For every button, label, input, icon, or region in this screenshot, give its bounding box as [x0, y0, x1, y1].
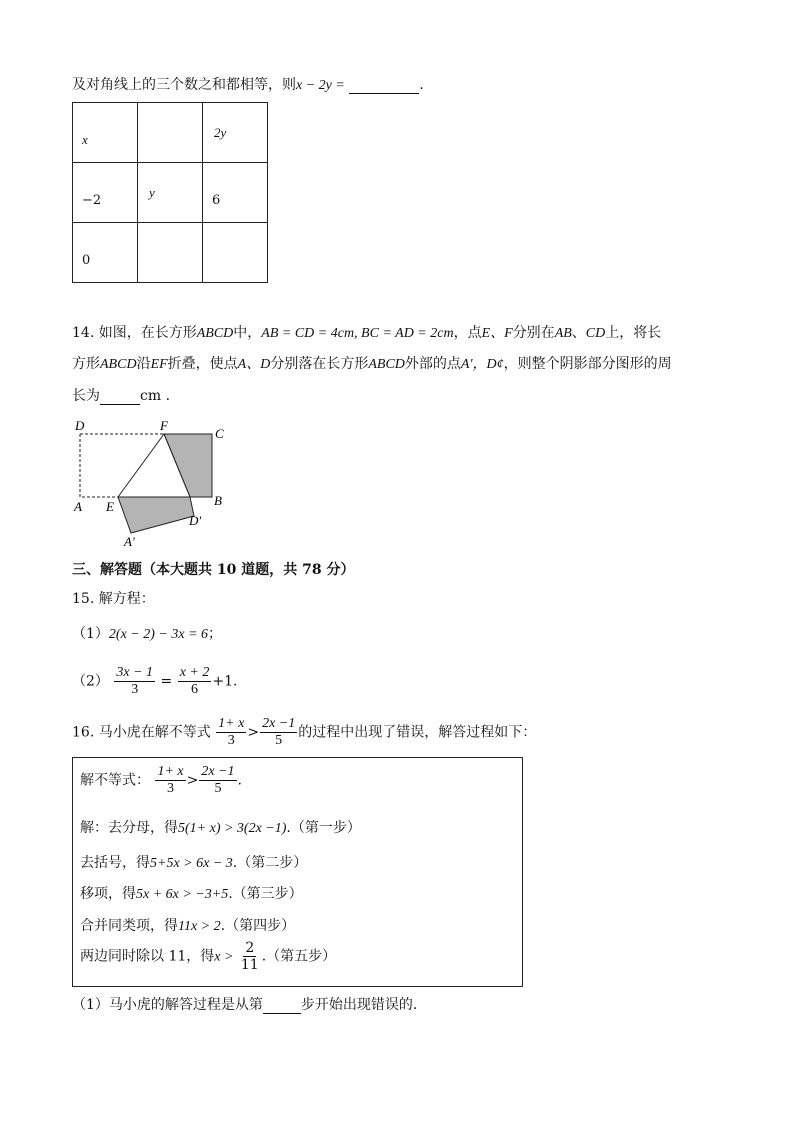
- label-b: B: [214, 493, 222, 508]
- grid-cell: [138, 103, 203, 163]
- section-3-heading: 三、解答题（本大题共 10 道题，共 78 分）: [72, 562, 355, 578]
- grid-cell: [138, 223, 203, 283]
- box-line-3: 去括号，得5+5x > 6x − 3.（第二步）: [80, 855, 308, 871]
- q16-intro: 16. 马小虎在解不等式 $\frac{1+ x}{3}$ > $\frac{2x -1}{5}$ 的过程中出现了错误，解答过程如下：: [72, 716, 537, 749]
- grid-cell: x: [73, 103, 138, 163]
- q14-line-3: 长为 cm .: [72, 388, 171, 404]
- box-line-6: 两边同时除以 11，得x > $\frac{2}{11}$ .（第五步）: [80, 940, 337, 974]
- q13-answer-blank: [349, 77, 419, 94]
- label-e: E: [106, 499, 114, 514]
- fraction: $\frac{1+ x}{3}$: [157, 764, 184, 797]
- q15-part-1: （1）2(x − 2) − 3x = 6；: [72, 626, 223, 642]
- q16-answer-blank: [263, 997, 301, 1014]
- fraction: $\frac{2x -1}{5}$: [201, 764, 235, 797]
- fraction: $\frac{1+ x}{3}$: [218, 716, 245, 749]
- label-a: A: [74, 499, 82, 514]
- q13-prefix: 及对角线上的三个数之和都相等，则: [72, 77, 296, 93]
- q13-question-tail: [72, 74, 424, 94]
- label-a-prime: A′: [124, 534, 135, 549]
- grid-cell: −2: [73, 163, 138, 223]
- fraction: $\frac{3x - 1}{3}$: [116, 665, 154, 698]
- grid-cell: [203, 223, 268, 283]
- label-d: D: [75, 418, 85, 433]
- grid-cell: 2y: [203, 103, 268, 163]
- folded-rectangle-figure: [66, 415, 236, 550]
- box-line-4: 移项，得5x + 6x > −3+5.（第三步）: [80, 886, 303, 902]
- box-line-5: 合并同类项，得11x > 2.（第四步）: [80, 918, 296, 934]
- label-c: C: [215, 426, 224, 441]
- q14-line-2: 方形ABCD沿EF折叠，使点A、D分别落在长方形ABCD外部的点A′，D¢，则整个阴影部分图形的周: [72, 356, 672, 372]
- label-f: F: [160, 418, 168, 433]
- q14-line-1: 14. 如图，在长方形ABCD中，AB = CD = 4cm, BC = AD = 2cm，点E、F分别在AB、CD上，将长: [72, 325, 662, 341]
- fraction: $\frac{x + 2}{6}$: [179, 665, 210, 698]
- q15-title: 15. 解方程：: [72, 591, 155, 607]
- box-line-1: 解不等式： $\frac{1+ x}{3}$ > $\frac{2x -1}{5}$ .: [80, 764, 242, 797]
- q13-suffix: .: [419, 77, 424, 93]
- grid-cell: 6: [203, 163, 268, 223]
- shaded-region-ea-d: [118, 497, 194, 533]
- q15-part-2: （2） $\frac{3x - 1}{3}$ = $\frac{x + 2}{6}$ +1.: [72, 665, 238, 698]
- magic-square-grid: [72, 102, 268, 283]
- grid-cell: y: [138, 163, 203, 223]
- label-d-prime: D′: [189, 513, 202, 528]
- grid-cell: 0: [73, 223, 138, 283]
- q13-expression: x − 2y =: [296, 78, 345, 93]
- q16-subquestion-1: （1）马小虎的解答过程是从第 步开始出现错误的.: [72, 997, 418, 1013]
- box-line-2: 解：去分母，得5(1+ x) > 3(2x −1).（第一步）: [80, 820, 361, 836]
- dashed-segment-dae: [80, 434, 118, 497]
- q14-answer-blank: [100, 388, 140, 405]
- fraction: $\frac{2x -1}{5}$: [262, 716, 296, 749]
- fraction: $\frac{2}{11}$: [240, 940, 259, 974]
